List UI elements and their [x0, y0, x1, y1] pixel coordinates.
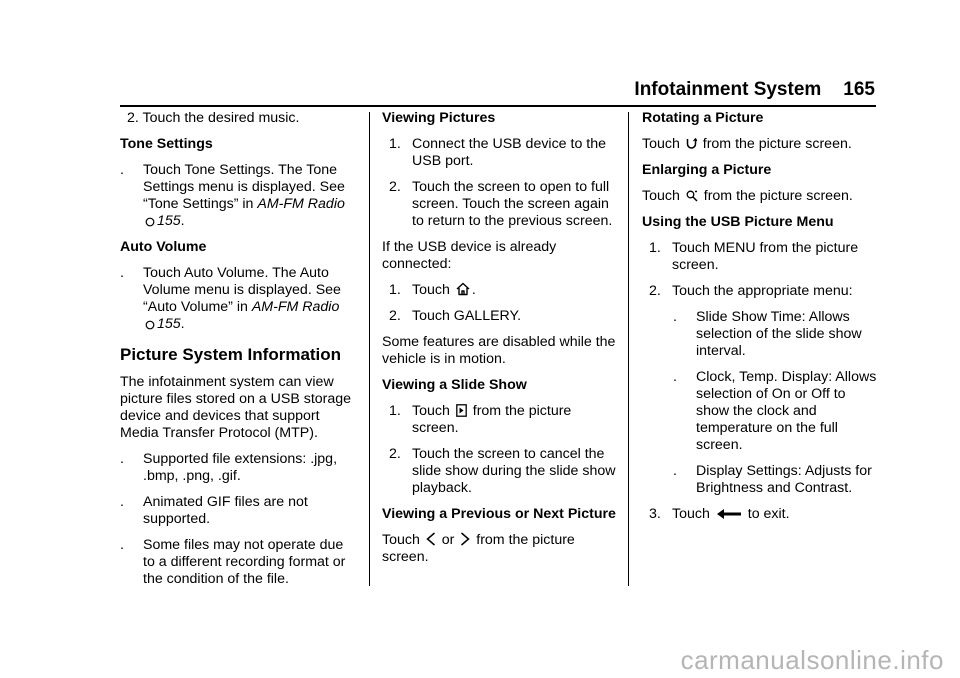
chevron-left-icon	[426, 532, 436, 546]
list-item: . Supported file extensions: .jpg, .bmp, .png, .gif.	[120, 451, 338, 484]
slide-show-heading: Viewing a Slide Show	[382, 377, 527, 393]
tone-settings-heading: Tone Settings	[120, 136, 213, 152]
column-divider-2	[628, 112, 629, 586]
list-item: 3. Touch to exit.	[649, 506, 790, 522]
slideshow-icon	[456, 404, 467, 417]
page-number: 165	[843, 79, 875, 100]
book-reference: AM-FM Radio	[257, 196, 345, 212]
book-reference: AM-FM Radio	[251, 299, 340, 315]
bullet-marker: .	[673, 463, 677, 479]
viewing-pictures-heading: Viewing Pictures	[382, 110, 496, 126]
column-2	[382, 110, 618, 566]
header-rule	[120, 105, 876, 107]
page-header	[620, 79, 875, 101]
page-reference-link[interactable]: 155	[143, 213, 181, 229]
list-item: . Some files may not operate due to a different recording format or the condition of the file.	[120, 537, 346, 587]
picture-intro-paragraph: The infotainment system can view picture files stored on a USB storage device and devices that support Media Transfer Protocol (MTP).	[120, 374, 352, 441]
bullet-marker: .	[673, 309, 677, 325]
bullet-marker: .	[120, 537, 124, 553]
list-item: 1. Connect the USB device to the USB port.	[389, 136, 607, 169]
page-ref-icon	[145, 217, 155, 227]
list-item: 1. Touch .	[389, 282, 476, 298]
enlarging-heading: Enlarging a Picture	[642, 162, 772, 178]
list-item: 2. Touch the screen to cancel the slide show during the slide show playback.	[389, 446, 616, 496]
chevron-right-icon	[460, 532, 470, 546]
list-item: . Touch Tone Settings. The Tone Settings menu is displayed. See “Tone Settings” in AM-FM Radio 155.	[120, 162, 345, 229]
list-item: . Display Settings: Adjusts for Brightness and Contrast.	[673, 463, 872, 496]
page-ref-icon	[145, 320, 155, 330]
bullet-marker: .	[120, 265, 124, 281]
picture-system-heading: Picture System Information	[120, 345, 342, 364]
rotating-heading: Rotating a Picture	[642, 110, 764, 126]
previous-next-heading: Viewing a Previous or Next Picture	[382, 506, 616, 522]
column-1	[120, 110, 356, 588]
bullet-marker: .	[120, 451, 124, 467]
rotating-paragraph: Touch from the picture screen.	[642, 136, 852, 152]
list-item: 2. Touch the appropriate menu:	[649, 283, 853, 299]
list-item: . Slide Show Time: Allows selection of the slide show interval.	[673, 309, 862, 359]
list-item: 2. Touch the screen to open to full screen. Touch the screen again to return to the previous screen.	[389, 179, 613, 229]
list-item: 1. Touch MENU from the picture screen.	[649, 240, 859, 273]
zoom-icon	[686, 190, 698, 202]
watermark: carmanualsonline.info	[680, 645, 944, 675]
list-item: 1. Touch from the picture screen.	[389, 403, 572, 436]
usb-picture-menu-heading: Using the USB Picture Menu	[642, 214, 834, 230]
home-icon	[456, 282, 470, 296]
bullet-marker: .	[673, 369, 677, 385]
previous-next-paragraph: Touch or from the picture screen.	[382, 532, 575, 565]
rotate-icon	[686, 138, 697, 150]
bullet-marker: .	[120, 494, 124, 510]
back-icon	[716, 508, 742, 520]
cross-reference-link[interactable]: “Tone Settings”	[143, 196, 239, 212]
list-item: . Touch Auto Volume. The Auto Volume menu is displayed. See “Auto Volume” in AM-FM Radio 155.	[120, 265, 341, 332]
list-item: . Animated GIF files are not supported.	[120, 494, 308, 527]
list-item: 2. Touch the desired music.	[127, 110, 300, 126]
enlarging-paragraph: Touch from the picture screen.	[642, 188, 853, 204]
page-reference-link[interactable]: 155	[143, 316, 181, 332]
disabled-features-paragraph: Some features are disabled while the vehicle is in motion.	[382, 334, 616, 367]
list-item: 2. Touch GALLERY.	[389, 308, 522, 324]
auto-volume-heading: Auto Volume	[120, 239, 207, 255]
column-3	[642, 110, 878, 523]
cross-reference-link[interactable]: “Auto Volume”	[143, 299, 233, 315]
bullet-marker: .	[120, 162, 124, 178]
usb-connected-paragraph: If the USB device is already connected:	[382, 239, 557, 272]
column-divider-1	[369, 112, 370, 586]
section-title: Infotainment System	[634, 79, 822, 100]
list-item: . Clock, Temp. Display: Allows selection of On or Off to show the clock and temperature on the full screen.	[673, 369, 877, 453]
